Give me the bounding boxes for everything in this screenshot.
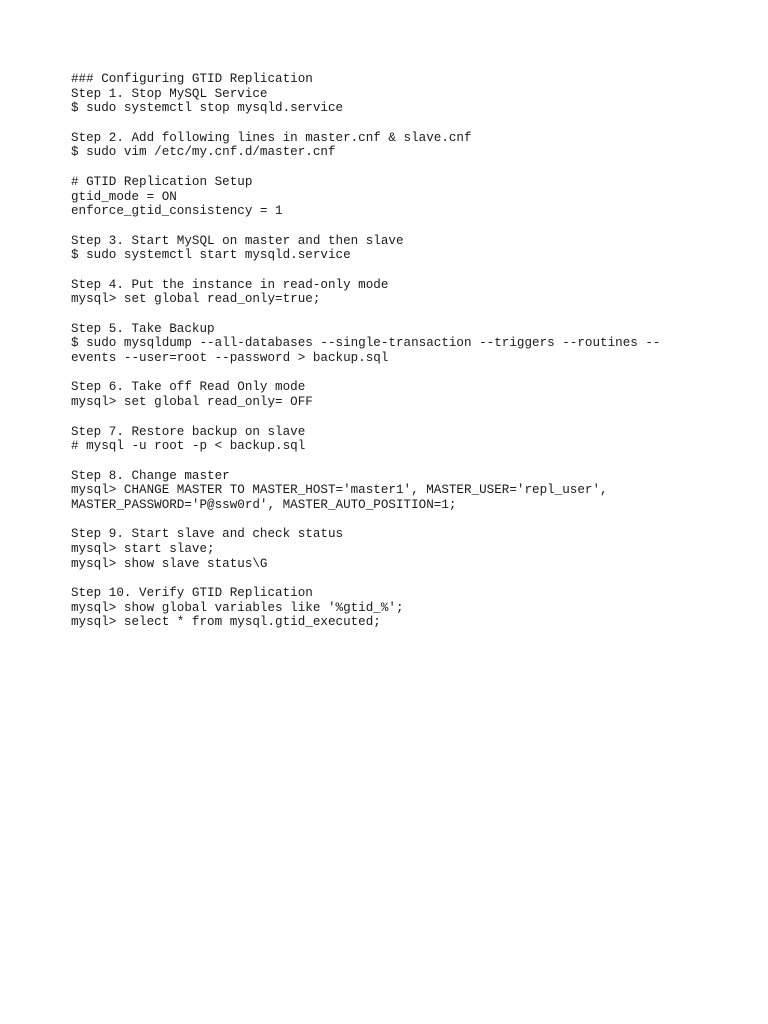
- config-enforce-gtid: enforce_gtid_consistency = 1: [71, 204, 283, 219]
- step-4-title: Step 4. Put the instance in read-only mode: [71, 277, 389, 292]
- step-9-title: Step 9. Start slave and check status: [71, 527, 344, 542]
- step-8-block: [71, 469, 711, 513]
- document-content: [71, 72, 711, 645]
- step-1-command: $ sudo systemctl stop mysqld.service: [71, 101, 344, 116]
- step-9-block: [71, 527, 711, 571]
- step-4-block: [71, 278, 711, 307]
- step-7-title: Step 7. Restore backup on slave: [71, 424, 306, 439]
- step-3-title: Step 3. Start MySQL on master and then slave: [71, 233, 404, 248]
- config-block: [71, 175, 711, 219]
- step-1-title: Step 1. Stop MySQL Service: [71, 86, 268, 101]
- config-gtid-mode: gtid_mode = ON: [71, 189, 177, 204]
- step-9-command-2: mysql> show slave status\G: [71, 556, 268, 571]
- step-5-block: [71, 322, 711, 366]
- step-6-block: [71, 380, 711, 409]
- step-3-command: $ sudo systemctl start mysqld.service: [71, 248, 351, 263]
- step-9-command-1: mysql> start slave;: [71, 542, 215, 556]
- step-2-title: Step 2. Add following lines in master.cnf & slave.cnf: [71, 130, 472, 145]
- step-2-block: [71, 131, 711, 160]
- step-8-command-line-1: mysql> CHANGE MASTER TO MASTER_HOST='master1', MASTER_USER='repl_user',: [71, 483, 608, 498]
- step-4-command: mysql> set global read_only=true;: [71, 292, 321, 307]
- step-2-command: $ sudo vim /etc/my.cnf.d/master.cnf: [71, 145, 336, 160]
- heading-block: [71, 72, 711, 116]
- step-10-title: Step 10. Verify GTID Replication: [71, 586, 313, 601]
- step-10-command-2: mysql> select * from mysql.gtid_executed;: [71, 615, 381, 630]
- step-8-command-line-2: MASTER_PASSWORD='P@ssw0rd', MASTER_AUTO_POSITION=1;: [71, 497, 457, 512]
- step-6-title: Step 6. Take off Read Only mode: [71, 380, 306, 395]
- step-5-command-line-1: $ sudo mysqldump --all-databases --single-transaction --triggers --routines --: [71, 336, 661, 351]
- config-comment: # GTID Replication Setup: [71, 174, 253, 189]
- step-6-command: mysql> set global read_only= OFF: [71, 395, 313, 410]
- step-10-command-1: mysql> show global variables like '%gtid_%';: [71, 600, 404, 615]
- step-10-block: [71, 586, 711, 630]
- step-7-block: [71, 425, 711, 454]
- step-3-block: [71, 234, 711, 263]
- step-5-title: Step 5. Take Backup: [71, 321, 215, 336]
- step-8-title: Step 8. Change master: [71, 468, 230, 483]
- step-7-command: # mysql -u root -p < backup.sql: [71, 439, 306, 454]
- step-5-command-line-2: events --user=root --password > backup.sql: [71, 351, 389, 366]
- document-heading: ### Configuring GTID Replication: [71, 72, 313, 86]
